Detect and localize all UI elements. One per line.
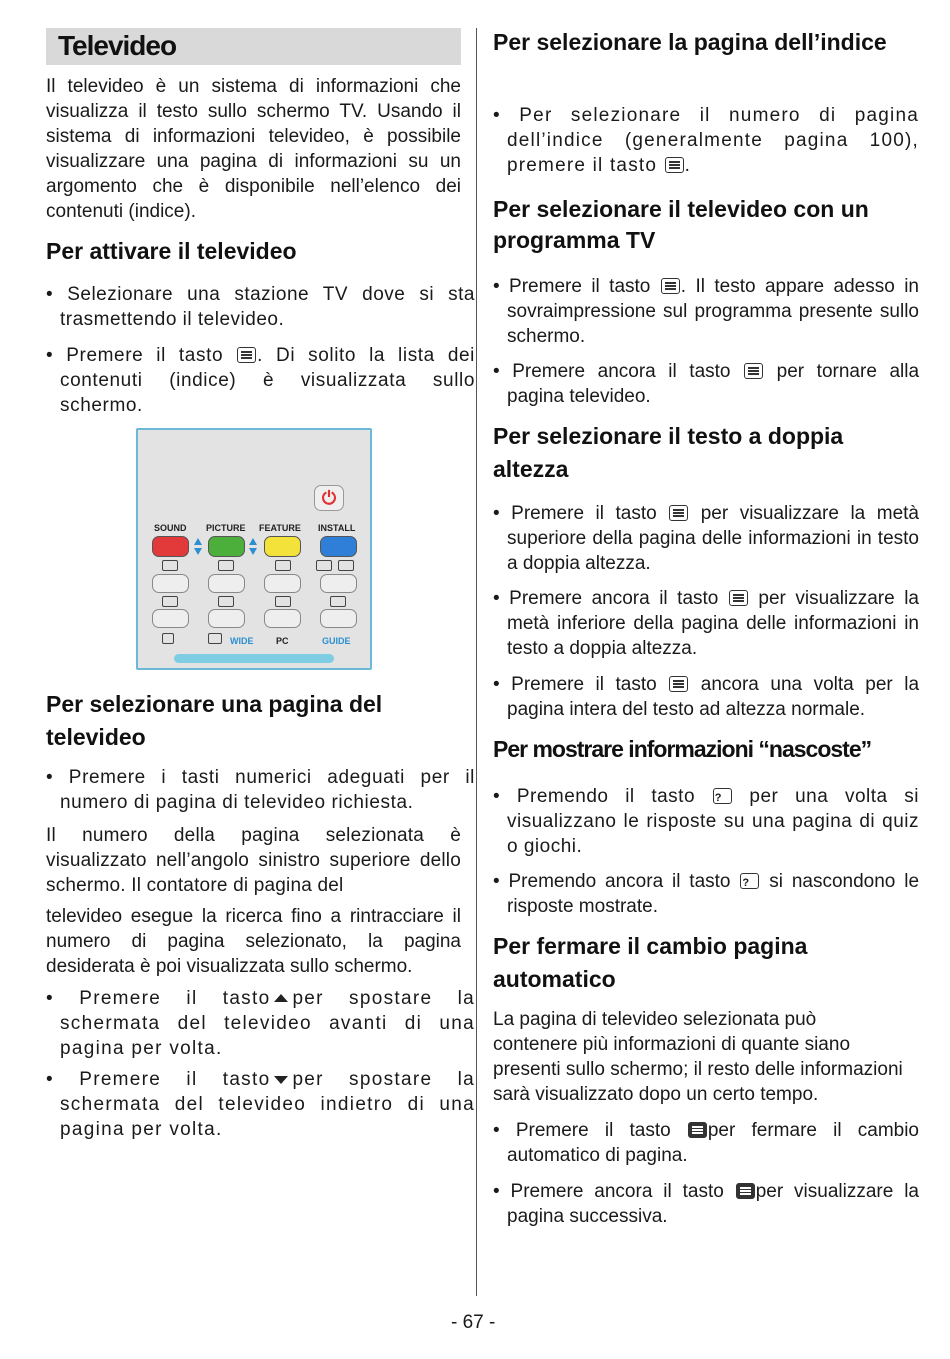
reveal-icon [740,873,759,889]
expand-icon [669,505,688,521]
remote-button [208,574,245,593]
bullet-hide [493,869,919,919]
search-paragraph: televideo esegue la ricerca fino a rintracciare il numero di pagina selezionato, la pagina desiderata è poi visualizzata sullo schermo. [46,906,461,977]
bullet-select-station: • Selezionare una stazione TV dove si sta trasmettendo il televideo. [46,284,475,330]
heading-hold: Per fermare il cambio pagina automatico [493,933,808,992]
hold-icon [275,560,291,571]
bullet-press-text-pre: • Premere il tasto [46,345,224,366]
up-arrow-icon [249,538,257,545]
bullet-mix-again-post: per tornare alla pagina televideo. [507,361,920,407]
bullet-double-upper-pre: • Premere il tasto [493,503,657,524]
page-title: Televideo [58,30,177,61]
page-number: - 67 - [451,1312,496,1333]
bullet-numeric-keys: • Premere i tasti numerici adeguati per il numero di pagina di televideo richiesta. [46,767,475,813]
label-feature: FEATURE [259,523,301,533]
reveal-icon [713,788,732,804]
bullet-double-lower [493,586,919,661]
bullet-press-text [46,343,475,418]
bullet-hide-pre: • Premendo ancora il tasto [493,871,731,892]
bullet-hold-post: per fermare il cambio automatico di pagina. [507,1120,920,1166]
bullet-hold-again [493,1179,919,1229]
info-icon [330,596,346,607]
page-number-paragraph: Il numero della pagina selezionata è visualizzato nell’angolo sinistro superiore dello schermo. Il contatore di pagina del [46,825,461,896]
down-arrow-icon [249,548,257,555]
remote-button [152,574,189,593]
bullet-double-lower-pre: • Premere ancora il tasto [493,588,719,609]
label-wide: WIDE [230,636,254,646]
bullet-double-normal [493,672,919,722]
bullet-mix-post: . Il testo appare adesso in sovraimpressione sul programma presente sullo schermo. [507,276,919,347]
bullet-hide-post: si nascondono le risposte mostrate. [507,871,920,917]
bullet-index-post: . [684,155,692,176]
heading-select-page: Per selezionare una pagina del televideo [46,691,383,750]
bullet-mix [493,274,919,349]
title-bar [46,28,461,65]
source-icon [162,633,174,644]
remote-button [320,574,357,593]
bullet-reveal [493,784,919,859]
hold-paragraph: La pagina di televideo selezionata può contenere più informazioni di quante siano presenti sullo schermo; il resto delle informazioni sarà visualizzato dopo un certo tempo. [493,1009,903,1105]
remote-button [264,574,301,593]
bullet-double-normal-post: ancora una volta per la pagina intera del testo ad altezza normale. [507,674,920,720]
mix-icon [162,596,178,607]
heading-mix: Per selezionare il televideo con un programma TV [493,196,869,253]
bullet-mix-again-pre: • Premere ancora il tasto [493,361,731,382]
cancel-icon [316,560,332,571]
remote-button [320,609,357,628]
bullet-hold-pre: • Premere il tasto [493,1120,671,1141]
bullet-mix-again [493,359,919,409]
green-button [208,536,245,557]
bullet-reveal-pre: • Premendo il tasto [493,786,696,807]
hold-icon [688,1122,707,1138]
blue-button [320,536,357,557]
remote-button [208,609,245,628]
label-sound: SOUND [154,523,187,533]
bullet-double-upper-post: per visualizzare la metà superiore della pagina delle informazioni in testo a doppia altezza. [507,503,919,574]
heading-index: Per selezionare la pagina dell’indice [493,29,887,55]
bullet-double-normal-pre: • Premere il tasto [493,674,657,695]
label-install: INSTALL [318,523,356,533]
bullet-page-up-post: per spostare la schermata del televideo avanti di una pagina per volta. [60,988,475,1059]
intro-paragraph: Il televideo è un sistema di informazioni che visualizza il testo sullo schermo TV. Usando il sistema di informazioni televideo, è possibile visualizzare una pagina di informazioni su un argomento che è disponibile nell’elenco dei contenuti (indice). [46,76,461,222]
reveal-icon [275,596,291,607]
red-button [152,536,189,557]
zoom-icon [208,633,222,644]
up-arrow-icon [274,994,288,1002]
index-icon [218,560,234,571]
heading-double-height: Per selezionare il testo a doppia altezza [493,423,844,482]
expand-icon [729,590,748,606]
bullet-page-up [46,986,475,1061]
bullet-press-text-post: . Di solito la lista dei contenuti (indice) è visualizzata sullo schermo. [60,345,475,416]
teletext-icon [162,560,178,571]
label-picture: PICTURE [206,523,246,533]
bullet-page-down-pre: • Premere il tasto [46,1069,271,1090]
expand-icon [218,596,234,607]
bullet-page-down-post: per spostare la schermata del televideo indietro di una pagina per volta. [60,1069,475,1140]
label-pc: PC [276,636,289,646]
bullet-hold-again-post: per visualizzare la pagina successiva. [507,1181,919,1227]
remote-control-image [136,428,372,670]
down-arrow-icon [274,1076,288,1084]
label-guide: GUIDE [322,636,351,646]
bullet-reveal-post: per una volta si visualizzano le risposte su una pagina di quiz o giochi. [507,786,920,857]
hold-icon [736,1183,755,1199]
bullet-hold-again-pre: • Premere ancora il tasto [493,1181,724,1202]
bullet-hold [493,1118,919,1168]
index-icon [665,157,684,173]
bullet-page-down [46,1067,475,1142]
mix-icon [744,363,763,379]
remote-bar [174,654,334,663]
mix-icon [661,278,680,294]
column-divider [476,28,477,1296]
teletext-icon [237,347,256,363]
bullet-page-up-pre: • Premere il tasto [46,988,271,1009]
bullet-double-upper [493,501,919,576]
remote-button [264,609,301,628]
bullet-double-lower-post: per visualizzare la metà inferiore della pagina delle informazioni in testo a doppia altezza. [507,588,919,659]
remote-button [152,609,189,628]
subtitle-icon [338,560,354,571]
bullet-index [493,103,919,178]
heading-hidden-info: Per mostrare informazioni “nascoste” [493,736,872,762]
yellow-button [264,536,301,557]
expand-icon [669,676,688,692]
power-icon: ⏻ [314,485,344,511]
down-arrow-icon [194,548,202,555]
heading-activate: Per attivare il televideo [46,238,297,264]
bullet-mix-pre: • Premere il tasto [493,276,651,297]
bullet-index-pre: • Per selezionare il numero di pagina dell’indice (generalmente pagina 100), premere il tasto [493,105,919,176]
up-arrow-icon [194,538,202,545]
